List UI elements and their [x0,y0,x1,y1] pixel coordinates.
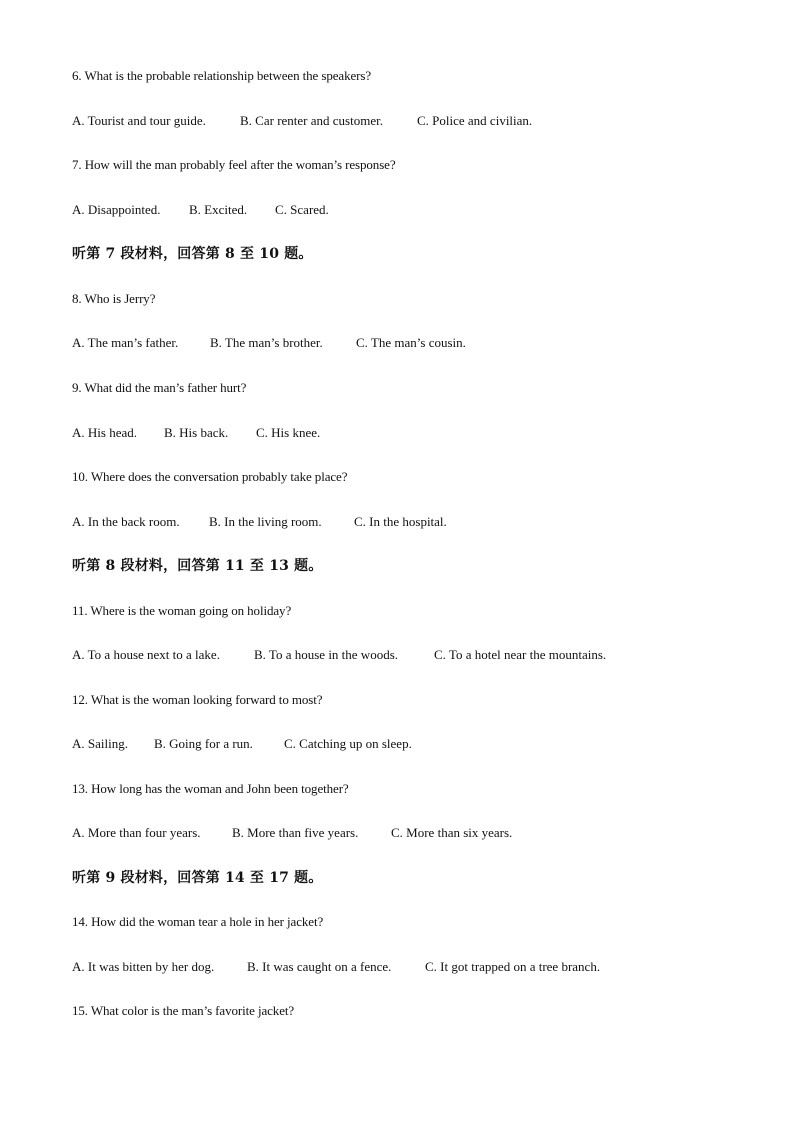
question-6: 6. What is the probable relationship between the speakers? [72,68,371,83]
option-10a: A. In the back room. [72,514,180,529]
option-9c: C. His knee. [256,425,321,440]
option-7c: C. Scared. [275,202,329,217]
option-14c: C. It got trapped on a tree branch. [425,959,601,974]
question-12: 12. What is the woman looking forward to most? [72,692,323,707]
section-heading-7: 听第 7 段材料，回答第 8 至 10 题。 [72,246,313,262]
option-12b: B. Going for a run. [154,736,253,751]
option-7b: B. Excited. [189,202,248,217]
option-7a: A. Disappointed. [72,202,161,217]
option-10b: B. In the living room. [209,514,322,529]
option-8a: A. The man’s father. [72,335,179,350]
option-13a: A. More than four years. [72,825,201,840]
question-9: 9. What did the man’s father hurt? [72,380,247,395]
option-8b: B. The man’s brother. [210,335,323,350]
option-13b: B. More than five years. [232,825,359,840]
section-heading-8: 听第 8 段材料，回答第 11 至 13 题。 [72,558,323,574]
option-11b: B. To a house in the woods. [254,647,399,662]
option-14a: A. It was bitten by her dog. [72,959,215,974]
question-14: 14. How did the woman tear a hole in her jacket? [72,914,324,929]
option-11a: A. To a house next to a lake. [72,647,220,662]
option-12a: A. Sailing. [72,736,128,751]
option-13c: C. More than six years. [391,825,513,840]
option-14b: B. It was caught on a fence. [247,959,392,974]
option-12c: C. Catching up on sleep. [284,736,412,751]
option-6c: C. Police and civilian. [417,113,533,128]
option-10c: C. In the hospital. [354,514,447,529]
question-15: 15. What color is the man’s favorite jacket? [72,1003,295,1018]
question-10: 10. Where does the conversation probably take place? [72,469,348,484]
question-8: 8. Who is Jerry? [72,291,156,306]
question-7: 7. How will the man probably feel after the woman’s response? [72,157,396,172]
question-11: 11. Where is the woman going on holiday? [72,603,292,618]
option-6a: A. Tourist and tour guide. [72,113,206,128]
option-9b: B. His back. [164,425,229,440]
option-6b: B. Car renter and customer. [240,113,383,128]
option-11c: C. To a hotel near the mountains. [434,647,607,662]
option-9a: A. His head. [72,425,137,440]
option-8c: C. The man’s cousin. [356,335,466,350]
question-13: 13. How long has the woman and John been together? [72,781,349,796]
section-heading-9: 听第 9 段材料，回答第 14 至 17 题。 [72,870,323,886]
